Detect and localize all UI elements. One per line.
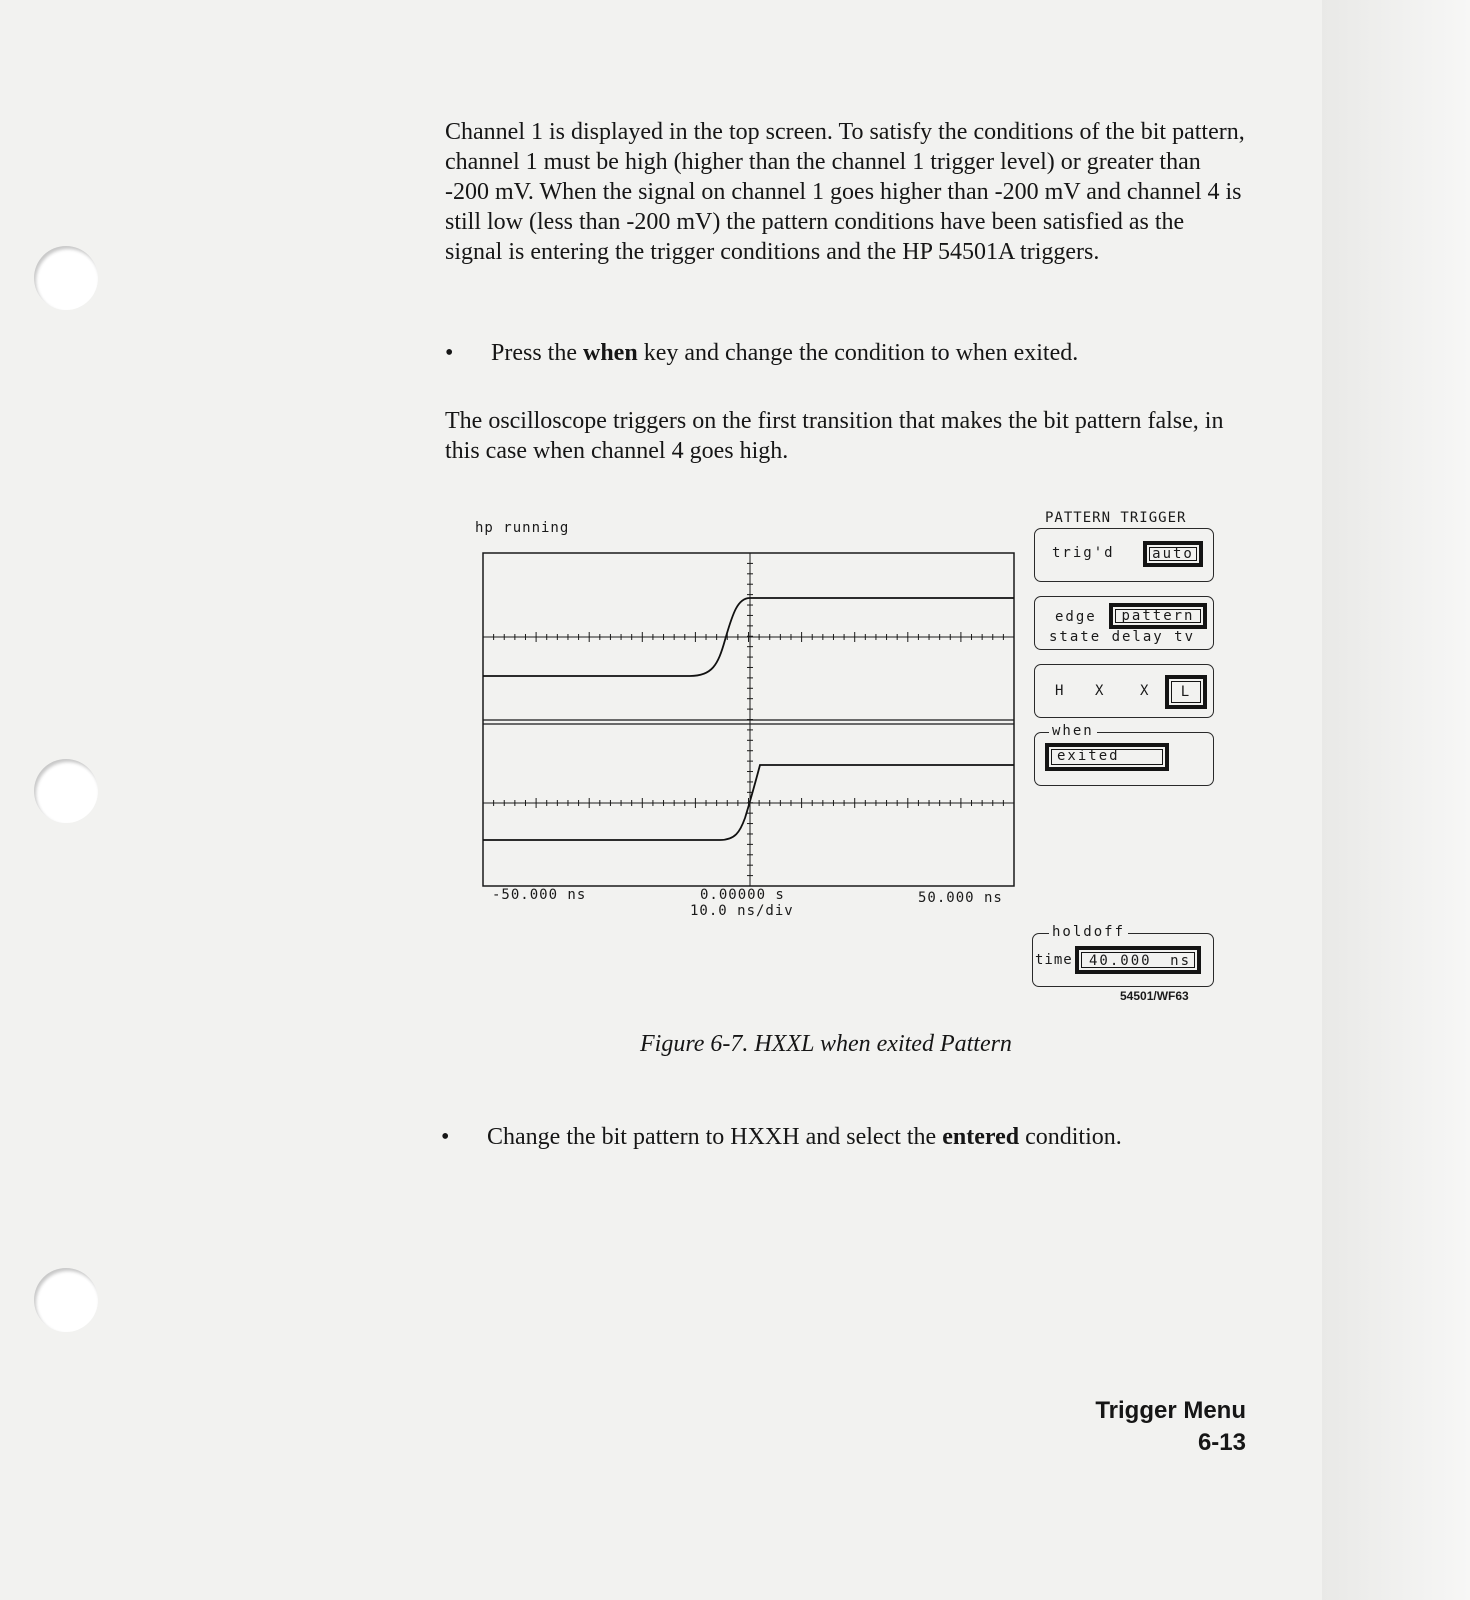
figure-caption: Figure 6-7. HXXL when exited Pattern — [640, 1031, 1012, 1057]
paragraph-channel1: Channel 1 is displayed in the top screen. To satisfy the conditions of the bit pattern, channel 1 must be high (higher than the channel 1 trigger level) or greater than -200 mV. When the signal on channel 1 goes higher than -200 mV and channel 4 is still low (less than -200 mV) the pattern conditions have been satisfied as the signal is entering the trigger conditions and the HP 54501A triggers. — [445, 119, 1245, 265]
figure-id: 54501/WF63 — [1120, 989, 1189, 1003]
trigd-label: trig'd — [1052, 545, 1115, 561]
holdoff-legend: holdoff — [1049, 924, 1128, 940]
trigd-value-auto: auto — [1143, 541, 1203, 567]
mode-state-delay-tv: state delay tv — [1049, 629, 1196, 645]
mode-pattern-selected: pattern — [1109, 603, 1207, 629]
footer-section-title: Trigger Menu — [1095, 1397, 1246, 1424]
bullet-dot: • — [441, 1124, 450, 1150]
x-axis-left-label: -50.000 ns — [492, 887, 587, 903]
footer-page-number: 6-13 — [1197, 1429, 1246, 1456]
x-axis-center-label: 0.00000 s — [700, 887, 785, 903]
bit-4-selected: L — [1165, 675, 1207, 709]
holdoff-time-label: time — [1035, 952, 1073, 968]
trigger-mode-softkey[interactable] — [1034, 596, 1214, 650]
bullet-text: Press the when key and change the condition to when exited. — [491, 340, 1079, 366]
scope-status: hp running — [475, 520, 570, 536]
holdoff-value-field: 40.000 ns — [1075, 946, 1201, 974]
when-legend: when — [1049, 723, 1097, 739]
bullet-text: Change the bit pattern to HXXH and select the entered condition. — [487, 1124, 1122, 1150]
bit-pattern-softkey[interactable] — [1034, 664, 1214, 718]
mode-edge: edge — [1055, 609, 1097, 625]
panel-title: PATTERN TRIGGER — [1045, 510, 1187, 526]
timebase-label: 10.0 ns/div — [690, 903, 794, 919]
x-axis-right-label: 50.000 ns — [918, 890, 1003, 906]
bit-1: H — [1055, 683, 1066, 699]
when-value-exited: exited — [1045, 743, 1169, 771]
trigd-softkey[interactable] — [1034, 528, 1214, 582]
when-softkey[interactable] — [1034, 723, 1214, 786]
bullet-dot: • — [445, 340, 454, 366]
bit-3: X — [1140, 683, 1151, 699]
paragraph-oscilloscope-triggers: The oscilloscope triggers on the first transition that makes the bit pattern false, in this case when channel 4 goes high. — [445, 408, 1224, 464]
holdoff-softkey[interactable] — [1032, 924, 1214, 987]
bit-2: X — [1095, 683, 1106, 699]
